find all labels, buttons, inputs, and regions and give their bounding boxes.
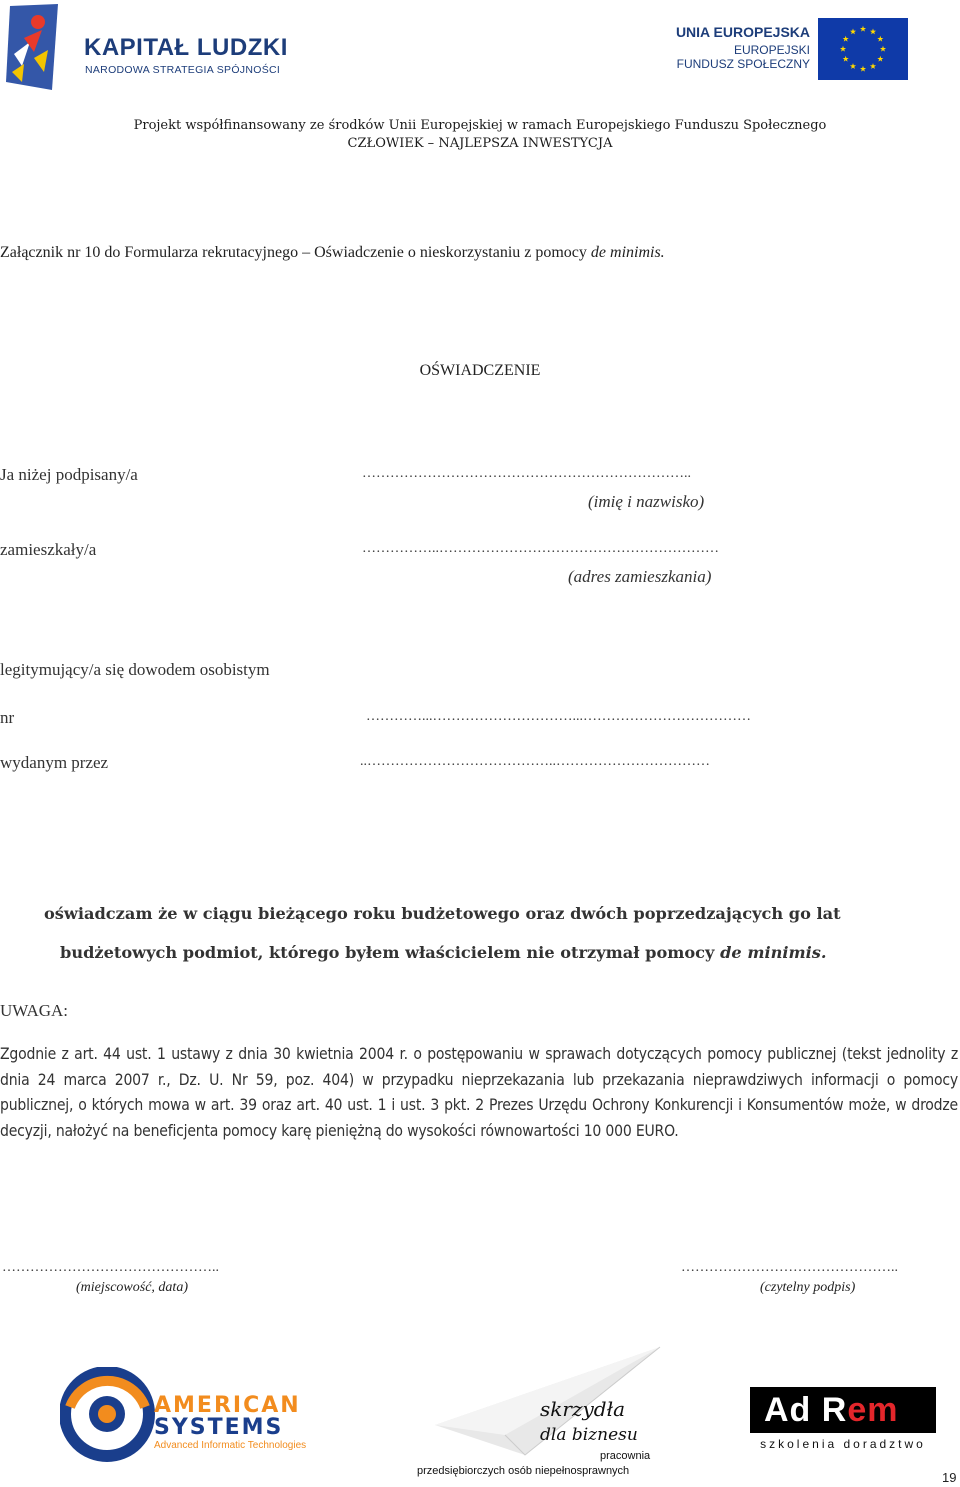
name-caption: (imię i nazwisko) (588, 492, 705, 511)
declaration-line-2 (60, 943, 827, 962)
skrzydla-logo (415, 1345, 665, 1480)
eu-subtitle-1: EUROPEJSKI (733, 43, 810, 57)
american-systems-swirl-icon (60, 1367, 155, 1462)
skrzydla-line-1: skrzydła (540, 1397, 625, 1421)
project-line-1: Projekt współfinansowany ze środków Unii Europejskiej w ramach Europejskiego Funduszu Społecznego (133, 118, 827, 133)
attachment-text: Załącznik nr 10 do Formularza rekrutacyjnego – Oświadczenie o nieskorzystaniu z pomocy (0, 244, 591, 261)
address-label: zamieszkały/a (0, 540, 97, 559)
name-field[interactable]: …………………………………………………………….. (362, 466, 691, 481)
attachment-italic: de minimis. (590, 244, 665, 261)
adrem-title (764, 1391, 898, 1430)
address-caption: (adres zamieszkania) (568, 567, 712, 586)
warning-text: Zgodnie z art. 44 ust. 1 ustawy z dnia 30 kwietnia 2004 r. o postępowaniu w sprawach dotyczących pomocy publicznej (tekst jednolity z dnia 24 marca 2007 r., Dz. U. Nr 59, poz. 404) w przypadku nieprzekazania lub przekazania nieprawdziwych informacji o pomocy publicznej, o których mowa w art. 39 oraz art. 40 ust. 1 i ust. 3 pkt. 2 Prezes Urzędu Ochrony Konkurencji i Konsumentów może, w drodze decyzji, nałożyć na beneficjenta pomocy karę pieniężną do wysokości równowartości 10 000 EURO. (0, 1045, 958, 1140)
address-field[interactable]: ……………..…………………………………………………… (362, 541, 719, 556)
declaration-line-2-text: budżetowych podmiot, którego byłem właścicielem nie otrzymał pomocy (60, 943, 721, 962)
eu-flag-icon (818, 18, 908, 80)
id-label: legitymujący/a się dowodem osobistym (0, 660, 270, 679)
attachment-line (0, 244, 665, 262)
american-systems-logo (60, 1365, 330, 1465)
american-systems-line-3: Advanced Informatic Technologies (154, 1440, 307, 1451)
declaration-line-1: oświadczam że w ciągu bieżącego roku budżetowego oraz dwóch poprzedzających go lat (44, 904, 841, 923)
nr-label: nr (0, 708, 15, 727)
place-date-field[interactable]: ……………………………………….. (2, 1260, 219, 1275)
signature-caption: (czytelny podpis) (760, 1280, 856, 1295)
adrem-subtitle: szkolenia doradztwo (760, 1437, 926, 1451)
issued-label: wydanym przez (0, 753, 109, 772)
issued-field[interactable]: ..…………………………………..…………………………… (360, 754, 710, 769)
nr-field[interactable]: …………...…………………………...……………………………… (366, 709, 751, 724)
adrem-title-b: em (847, 1391, 899, 1429)
page-title: OŚWIADCZENIE (419, 362, 541, 379)
header (0, 0, 960, 160)
kapital-ludzki-subtitle: NARODOWA STRATEGIA SPÓJNOŚCI (85, 64, 281, 76)
signature-field[interactable]: ……………………………………….. (681, 1260, 898, 1275)
declaration-line-2-italic: de minimis. (720, 943, 827, 962)
place-date-caption: (miejscowość, data) (76, 1280, 188, 1295)
kapital-ludzki-logo (4, 2, 294, 94)
adrem-title-a: Ad R (764, 1391, 848, 1429)
warning-label: UWAGA: (0, 1001, 68, 1020)
adrem-logo (750, 1387, 936, 1457)
eu-subtitle-2: FUNDUSZ SPOŁECZNY (676, 57, 810, 71)
eu-logo (660, 14, 910, 84)
skrzydla-line-2: dla biznesu (540, 1425, 638, 1445)
american-systems-line-1: AMERICAN (154, 1393, 301, 1418)
project-line-2: CZŁOWIEK – NAJLEPSZA INWESTYCJA (347, 136, 613, 151)
eu-title: UNIA EUROPEJSKA (675, 24, 810, 40)
kapital-ludzki-title: KAPITAŁ LUDZKI (84, 34, 288, 61)
skrzydla-line-4: przedsiębiorczych osób niepełnosprawnych (417, 1465, 630, 1477)
page-number: 19 (942, 1470, 957, 1485)
name-label: Ja niżej podpisany/a (0, 465, 138, 484)
kapital-ludzki-emblem-icon (4, 2, 66, 94)
skrzydla-line-3: pracownia (600, 1450, 651, 1462)
american-systems-line-2: SYSTEMS (154, 1415, 284, 1440)
